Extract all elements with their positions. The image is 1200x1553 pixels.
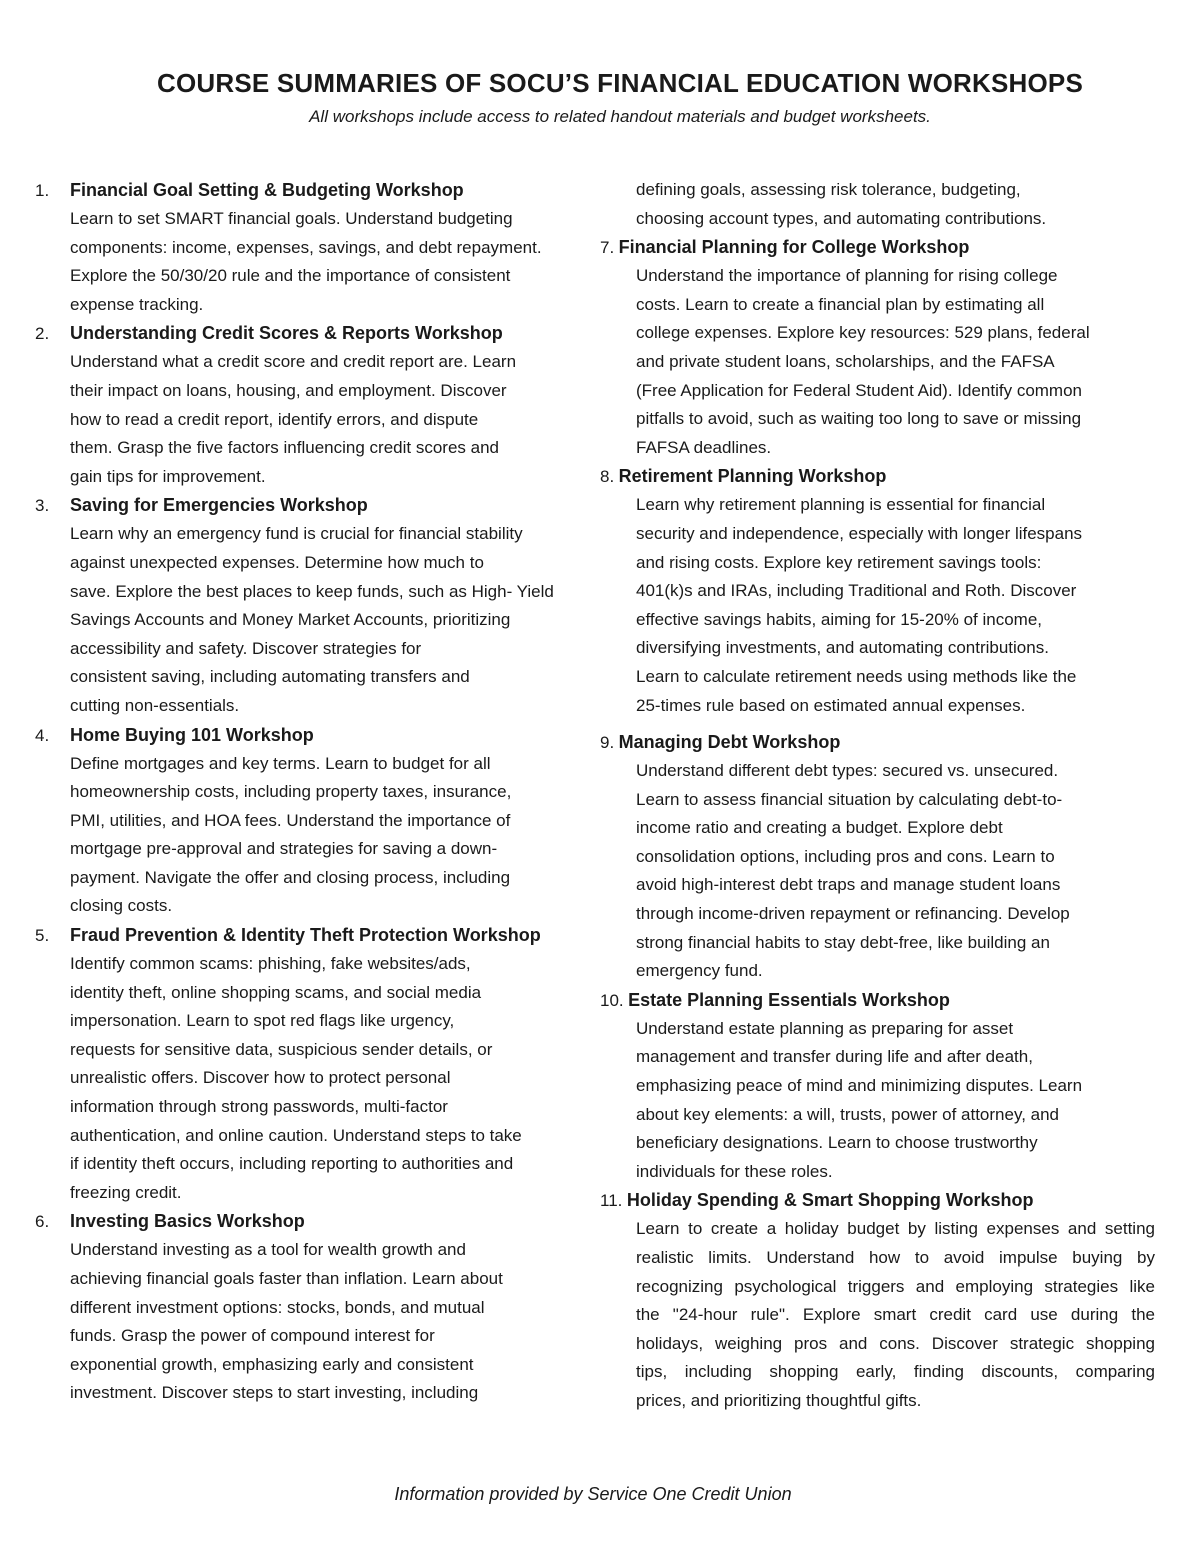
workshop-description-line: Learn to create a holiday budget by listing expenses and setting — [636, 1219, 1155, 1239]
workshop-number: 3. — [35, 496, 50, 516]
workshop-header — [35, 1207, 580, 1236]
workshop-description-line: defining goals, assessing risk tolerance, budgeting, — [636, 180, 1021, 199]
workshop-description-line: Explore the 50/30/20 rule and the importance of consistent — [70, 266, 511, 286]
workshop-description-line: how to read a credit report, identify errors, and dispute — [70, 409, 479, 429]
workshop-item — [35, 1207, 580, 1408]
workshop-title: Retirement Planning Workshop — [618, 466, 887, 487]
workshop-title: Investing Basics Workshop — [70, 1211, 305, 1232]
workshop-title: Financial Planning for College Workshop — [618, 237, 970, 258]
workshop-item — [35, 721, 580, 922]
workshop-description-line: exponential growth, emphasizing early and consistent — [70, 1354, 474, 1374]
workshop-header — [35, 319, 580, 348]
workshop-description-line: effective savings habits, aiming for 15-20% of income, — [636, 609, 1043, 629]
workshop-header — [600, 728, 1155, 757]
workshop-description-line: investment. Discover steps to start investing, including — [70, 1383, 479, 1403]
workshop-number: 10. — [600, 990, 624, 1010]
workshop-number: 9. — [600, 733, 615, 753]
workshop-item — [35, 921, 580, 1207]
workshop-description-line: Identify common scams: phishing, fake websites/ads, — [70, 954, 471, 974]
workshop-description-line: mortgage pre-approval and strategies for saving a down- — [70, 839, 498, 859]
workshop-description-line: and rising costs. Explore key retirement savings tools: — [636, 552, 1042, 572]
workshop-description-line: save. Explore the best places to keep funds, such as High- Yield — [70, 581, 554, 601]
workshop-description-line: closing costs. — [70, 896, 173, 916]
workshop-description-line: impersonation. Learn to spot red flags like urgency, — [70, 1011, 455, 1031]
workshop-description-line: freezing credit. — [70, 1182, 182, 1202]
workshop-description-line: gain tips for improvement. — [70, 466, 266, 486]
workshop-item — [600, 462, 1155, 720]
workshop-item — [600, 986, 1155, 1187]
workshop-number: 5. — [35, 926, 50, 946]
workshop-header — [600, 1186, 1155, 1215]
workshop-number: 1. — [35, 181, 50, 200]
workshop-description-line: 25-times rule based on estimated annual expenses. — [636, 695, 1026, 715]
workshop-title: Understanding Credit Scores & Reports Workshop — [70, 323, 503, 344]
workshop-number: 2. — [35, 324, 50, 344]
workshop-description-line: holidays, weighing pros and cons. Discover strategic shopping — [636, 1333, 1155, 1353]
workshop-description-line: if identity theft occurs, including reporting to authorities and — [70, 1154, 514, 1174]
workshop-description-line: Savings Accounts and Money Market Accounts, prioritizing — [70, 610, 511, 630]
workshop-description-line: income ratio and creating a budget. Explore debt — [636, 818, 1003, 838]
workshop-item — [600, 1186, 1155, 1415]
workshop-title: Saving for Emergencies Workshop — [70, 495, 368, 516]
workshop-description-line: FAFSA deadlines. — [636, 437, 772, 457]
workshop-header — [35, 721, 580, 750]
workshop-title: Financial Goal Setting & Budgeting Workshop — [70, 180, 464, 200]
workshop-description-line: Learn to assess financial situation by calculating debt-to- — [636, 789, 1063, 809]
workshop-description-line: achieving financial goals faster than inflation. Learn about — [70, 1269, 503, 1288]
workshop-description-line: payment. Navigate the offer and closing process, including — [70, 867, 511, 887]
workshop-number: 6. — [35, 1212, 50, 1232]
workshop-description-line: Learn to set SMART financial goals. Understand budgeting — [70, 209, 513, 228]
page-title: COURSE SUMMARIES OF SOCU’S FINANCIAL EDUCATION WORKSHOPS — [156, 68, 1084, 98]
workshop-number: 4. — [35, 725, 50, 745]
workshop-description-line: and private student loans, scholarships, and the FAFSA — [636, 351, 1055, 371]
workshop-description-line: Learn why an emergency fund is crucial for financial stability — [70, 524, 523, 544]
workshop-description-line: Understand the importance of planning for rising college — [636, 266, 1058, 286]
footer-credit: Information provided by Service One Credit Union — [394, 1484, 792, 1504]
workshop-description-line: Define mortgages and key terms. Learn to budget for all — [70, 753, 491, 773]
workshop-description-line: costs. Learn to create a financial plan by estimating all — [636, 294, 1045, 314]
workshop-item — [600, 233, 1155, 462]
workshop-title: Home Buying 101 Workshop — [70, 724, 314, 745]
workshop-description-line: accessibility and safety. Discover strategies for — [70, 638, 422, 658]
workshop-header — [600, 233, 1155, 262]
workshop-description-line: avoid high-interest debt traps and manage student loans — [636, 875, 1061, 895]
workshop-description-line: the "24-hour rule". Explore smart credit card use during the — [636, 1305, 1155, 1325]
workshop-title: Estate Planning Essentials Workshop — [628, 989, 950, 1010]
workshop-item — [35, 491, 580, 720]
workshop-description-line: Understand what a credit score and credit report are. Learn — [70, 352, 517, 372]
workshop-description-line: emergency fund. — [636, 961, 763, 981]
workshop-description-line: choosing account types, and automating contributions. — [636, 208, 1047, 228]
workshop-description-line: strong financial habits to stay debt-free, like building an — [636, 932, 1050, 952]
workshop-description-line: Understand investing as a tool for wealth growth and — [70, 1240, 466, 1260]
workshop-number: 7. — [600, 238, 615, 258]
workshop-description-line: college expenses. Explore key resources: 529 plans, federal — [636, 323, 1090, 343]
workshop-description-line: emphasizing peace of mind and minimizing disputes. Learn — [636, 1076, 1083, 1096]
workshop-description-line: Learn why retirement planning is essential for financial — [636, 495, 1046, 515]
workshop-description-line: against unexpected expenses. Determine how much to — [70, 552, 484, 572]
workshop-item — [35, 319, 580, 491]
workshop-title: Fraud Prevention & Identity Theft Protection Workshop — [70, 925, 541, 946]
workshop-description-line: about key elements: a will, trusts, power of attorney, and — [636, 1104, 1060, 1124]
workshop-description-line: authentication, and online caution. Understand steps to take — [70, 1125, 522, 1145]
workshop-description-line: unrealistic offers. Discover how to protect personal — [70, 1068, 451, 1088]
workshop-description-line: consolidation options, including pros and cons. Learn to — [636, 846, 1055, 866]
workshop-description-line: information through strong passwords, multi-factor — [70, 1097, 448, 1117]
workshop-description-line: individuals for these roles. — [636, 1161, 833, 1181]
workshop-description-line: homeownership costs, including property taxes, insurance, — [70, 782, 512, 802]
workshop-description-line: funds. Grasp the power of compound interest for — [70, 1326, 435, 1346]
workshop-description-line: cutting non-essentials. — [70, 695, 240, 715]
left-column — [35, 176, 580, 1408]
workshop-description-line: prices, and prioritizing thoughtful gifts. — [636, 1390, 922, 1410]
workshop-number: 11. — [600, 1191, 623, 1211]
workshop-description-line: requests for sensitive data, suspicious sender details, or — [70, 1039, 493, 1059]
workshop-item — [35, 176, 580, 319]
workshop-header — [600, 986, 1155, 1015]
workshop-description-line: management and transfer during life and after death, — [636, 1047, 1033, 1067]
workshop-title: Holiday Spending & Smart Shopping Workshop — [626, 1190, 1034, 1211]
workshop-description-line: beneficiary designations. Learn to choose trustworthy — [636, 1133, 1038, 1153]
workshop-item — [600, 728, 1155, 986]
spacer — [600, 720, 1155, 728]
workshop-description-line: realistic limits. Understand how to avoid impulse buying by — [636, 1248, 1155, 1267]
workshop-header — [35, 491, 580, 520]
workshop-header — [35, 176, 580, 205]
right-column — [600, 176, 1155, 1416]
workshop-description-line: different investment options: stocks, bonds, and mutual — [70, 1297, 485, 1317]
workshop-description-line: tips, including shopping early, finding discounts, comparing — [636, 1362, 1155, 1382]
workshop-description-line: Learn to calculate retirement needs using methods like the — [636, 666, 1077, 686]
workshop-description-line: them. Grasp the five factors influencing credit scores and — [70, 438, 499, 458]
workshop-description-line: Understand estate planning as preparing for asset — [636, 1018, 1014, 1038]
workshop-description-line: PMI, utilities, and HOA fees. Understand the importance of — [70, 810, 511, 830]
workshop-header — [35, 921, 580, 950]
workshop-description-line: 401(k)s and IRAs, including Traditional and Roth. Discover — [636, 581, 1077, 601]
workshop-description-line: components: income, expenses, savings, and debt repayment. — [70, 237, 542, 257]
workshop-number: 8. — [600, 467, 615, 487]
workshop-title: Managing Debt Workshop — [618, 732, 841, 753]
workshop-description-line: through income-driven repayment or refinancing. Develop — [636, 904, 1070, 924]
workshop-description-line: Understand different debt types: secured vs. unsecured. — [636, 761, 1059, 781]
workshop-header — [600, 462, 1155, 491]
page-subtitle: All workshops include access to related handout materials and budget worksheets. — [309, 107, 931, 126]
workshop-description-line: their impact on loans, housing, and employment. Discover — [70, 380, 507, 400]
workshop-description-line: recognizing psychological triggers and employing strategies like — [636, 1276, 1155, 1296]
workshop-description-line: expense tracking. — [70, 294, 204, 314]
workshop-description-line: pitfalls to avoid, such as waiting too long to save or missing — [636, 409, 1082, 429]
workshop-description-line: (Free Application for Federal Student Aid). Identify common — [636, 380, 1083, 400]
workshop-description-line: consistent saving, including automating transfers and — [70, 667, 470, 687]
workshop-description-line: security and independence, especially with longer lifespans — [636, 523, 1083, 543]
workshop-description-line: identity theft, online shopping scams, and social media — [70, 982, 482, 1002]
workshop-description-line: diversifying investments, and automating contributions. — [636, 638, 1049, 658]
